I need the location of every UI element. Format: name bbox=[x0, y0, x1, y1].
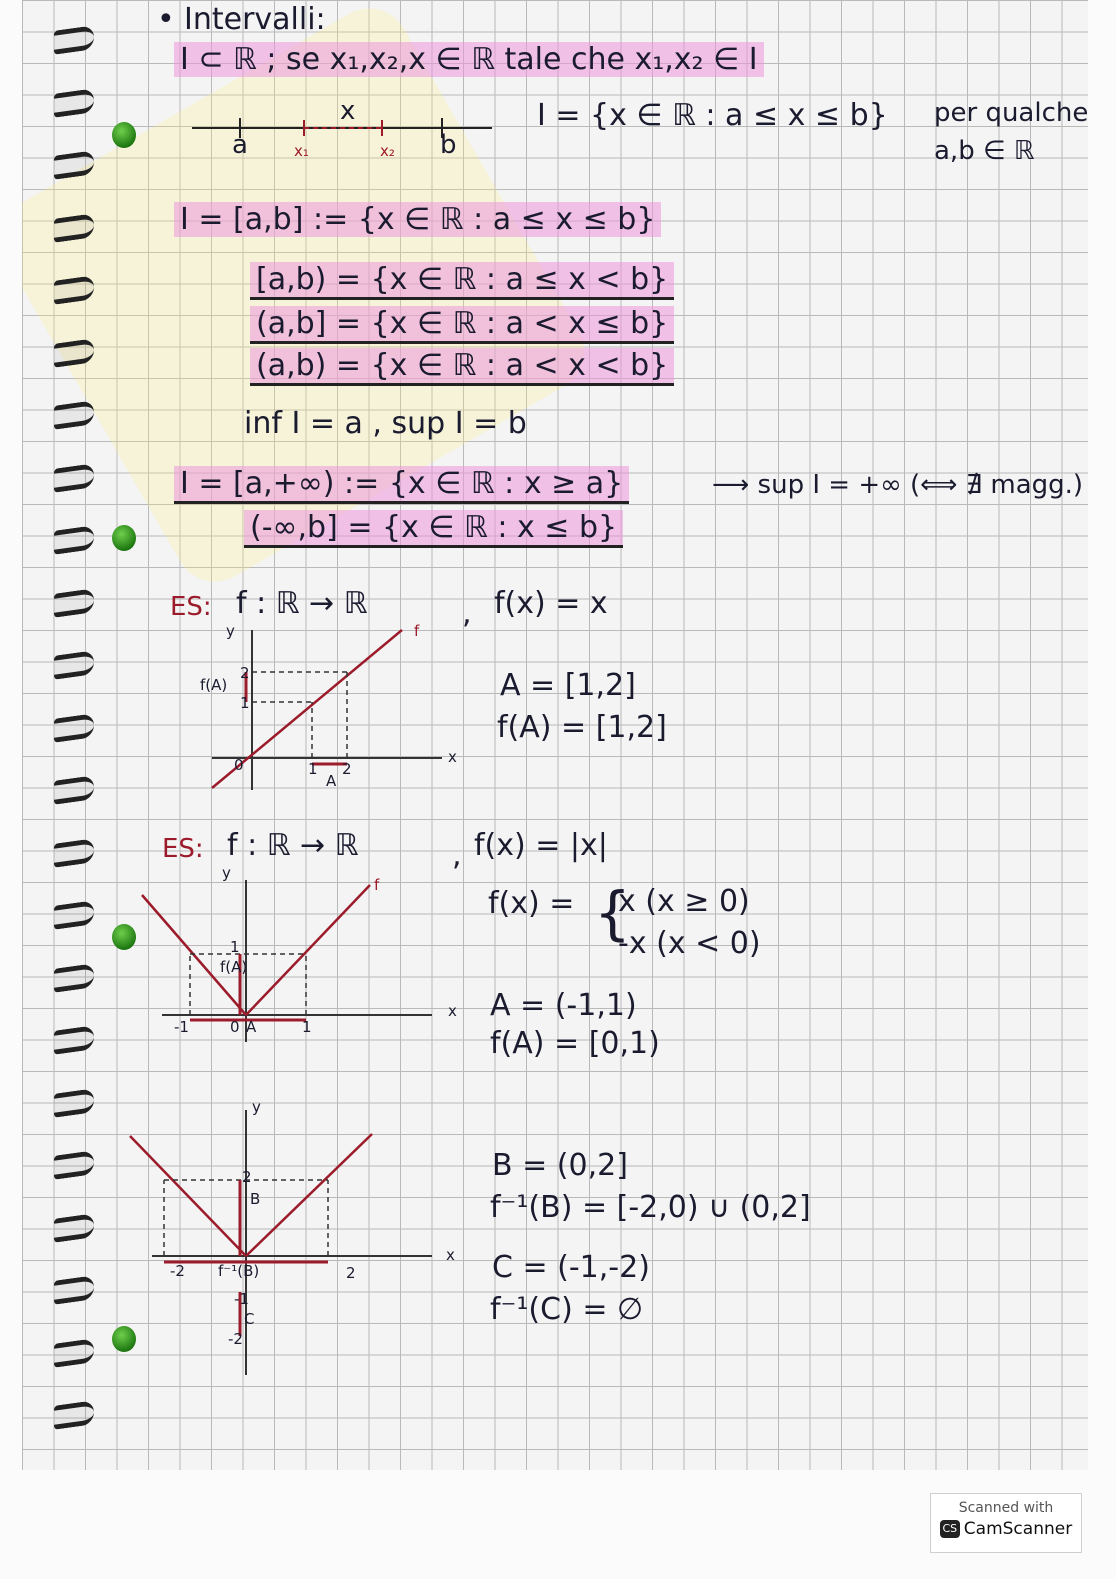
badge-brand: CamScanner bbox=[963, 1519, 1073, 1539]
example3-two-label: 2 bbox=[242, 1168, 252, 1186]
spiral-ring bbox=[54, 1088, 94, 1118]
example1-comma: , bbox=[462, 596, 472, 631]
example2-comma: , bbox=[452, 838, 462, 873]
example1-set-a: A = [1,2] bbox=[500, 668, 636, 703]
example2-x-label: x bbox=[448, 1002, 457, 1020]
interval-set-definition: I = {x ∈ ℝ : a ≤ x ≤ b} bbox=[537, 98, 888, 133]
example3-C-label: C bbox=[244, 1310, 255, 1328]
spiral-ring bbox=[54, 88, 94, 118]
example1-fa-label: f(A) bbox=[200, 676, 228, 694]
example2-label: ES: bbox=[162, 834, 204, 864]
example1-y-label: y bbox=[226, 622, 235, 640]
spiral-ring bbox=[54, 213, 94, 243]
spiral-ring bbox=[54, 400, 94, 430]
example3-preimage-label: f⁻¹(B) bbox=[218, 1262, 260, 1280]
spiral-binding bbox=[40, 0, 90, 1470]
example1-rule: f(x) = x bbox=[494, 586, 608, 621]
example3-preimage-c: f⁻¹(C) = ∅ bbox=[490, 1292, 644, 1327]
spiral-ring bbox=[54, 588, 94, 618]
example3-graph bbox=[122, 1100, 452, 1380]
axis-label-b: b bbox=[440, 130, 457, 160]
sup-infinity-note: ⟶ sup I = +∞ (⟺ ∄ magg.) bbox=[712, 470, 1084, 500]
example3-y-label: y bbox=[252, 1098, 261, 1116]
axis-label-x: x bbox=[340, 96, 356, 126]
spiral-ring bbox=[54, 900, 94, 930]
spiral-ring bbox=[54, 713, 94, 743]
example2-map: f : ℝ → ℝ bbox=[227, 828, 359, 863]
example3-B-label: B bbox=[250, 1190, 261, 1208]
binder-hole-dot bbox=[112, 122, 136, 148]
example1-y2-label: 2 bbox=[240, 664, 250, 682]
unbounded-left-interval: (-∞,b] = {x ∈ ℝ : x ≤ b} bbox=[244, 510, 623, 548]
example2-rule: f(x) = |x| bbox=[474, 828, 608, 863]
example3-minus1-label: -1 bbox=[234, 1290, 249, 1308]
example2-y-label: y bbox=[222, 864, 231, 882]
spiral-ring bbox=[54, 650, 94, 680]
example1-image: f(A) = [1,2] bbox=[497, 710, 667, 745]
open-interval: (a,b) = {x ∈ ℝ : a < x < b} bbox=[250, 348, 674, 386]
heading-bullet: • bbox=[157, 2, 175, 37]
example1-y1-label: 1 bbox=[240, 694, 250, 712]
example2-f-label: f bbox=[374, 876, 380, 894]
heading-title: Intervalli: bbox=[184, 2, 326, 37]
example2-minus1-label: -1 bbox=[174, 1018, 189, 1036]
spiral-ring bbox=[54, 1213, 94, 1243]
spiral-ring bbox=[54, 1400, 94, 1430]
spiral-ring bbox=[54, 1275, 94, 1305]
example2-plus1-label: 1 bbox=[302, 1018, 312, 1036]
example3-x-label: x bbox=[446, 1246, 455, 1264]
example1-f-label: f bbox=[414, 622, 420, 640]
definition-note-1: per qualche bbox=[934, 98, 1088, 128]
spiral-ring bbox=[54, 25, 94, 55]
example2-piece-brace: { bbox=[594, 879, 631, 947]
half-open-left-interval: (a,b] = {x ∈ ℝ : a < x ≤ b} bbox=[250, 306, 674, 344]
spiral-ring bbox=[54, 338, 94, 368]
badge-line-2 bbox=[931, 1519, 1081, 1539]
unbounded-right-interval: I = [a,+∞) := {x ∈ ℝ : x ≥ a} bbox=[174, 466, 629, 504]
example1-tick-2: 2 bbox=[342, 760, 352, 778]
spiral-ring bbox=[54, 963, 94, 993]
spiral-ring bbox=[54, 525, 94, 555]
spiral-ring bbox=[54, 775, 94, 805]
example1-x-label: x bbox=[448, 748, 457, 766]
example3-set-c: C = (-1,-2) bbox=[492, 1250, 650, 1285]
example2-fa-label: f(A) bbox=[220, 958, 248, 976]
example2-A-label: A bbox=[246, 1018, 257, 1036]
camscanner-badge bbox=[930, 1493, 1082, 1553]
example3-minus2-label: -2 bbox=[170, 1262, 185, 1280]
example2-one-label: 1 bbox=[230, 938, 240, 956]
spiral-ring bbox=[54, 1150, 94, 1180]
half-open-right-interval: [a,b) = {x ∈ ℝ : a ≤ x < b} bbox=[250, 262, 674, 300]
spiral-ring bbox=[54, 838, 94, 868]
inf-sup: inf I = a , sup I = b bbox=[244, 406, 527, 441]
interval-definition: I ⊂ ℝ ; se x₁,x₂,x ∈ ℝ tale che x₁,x₂ ∈ I bbox=[174, 42, 764, 77]
example2-piece-lhs: f(x) = bbox=[488, 886, 575, 921]
closed-interval: I = [a,b] := {x ∈ ℝ : a ≤ x ≤ b} bbox=[174, 202, 661, 237]
binder-hole-dot bbox=[112, 924, 136, 950]
example1-tick-1: 1 bbox=[308, 760, 318, 778]
example1-A-label: A bbox=[326, 772, 337, 790]
example2-image: f(A) = [0,1) bbox=[490, 1026, 660, 1061]
example2-piece-negative: -x (x < 0) bbox=[618, 926, 761, 961]
definition-note-2: a,b ∈ ℝ bbox=[934, 136, 1035, 166]
spiral-ring bbox=[54, 463, 94, 493]
axis-label-x1: x₁ bbox=[294, 142, 309, 160]
example3-minus2b-label: -2 bbox=[228, 1330, 243, 1348]
example1-label: ES: bbox=[170, 592, 212, 622]
example2-set-a: A = (-1,1) bbox=[490, 988, 637, 1023]
axis-label-x2: x₂ bbox=[380, 142, 395, 160]
example1-map: f : ℝ → ℝ bbox=[236, 586, 368, 621]
example1-origin-label: 0 bbox=[234, 756, 244, 774]
spiral-ring bbox=[54, 1025, 94, 1055]
example3-preimage-b: f⁻¹(B) = [-2,0) ∪ (0,2] bbox=[490, 1190, 811, 1225]
spiral-ring bbox=[54, 1338, 94, 1368]
binder-hole-dot bbox=[112, 525, 136, 551]
notebook-page bbox=[22, 0, 1088, 1470]
example2-origin-label: 0 bbox=[230, 1018, 240, 1036]
spiral-ring bbox=[54, 150, 94, 180]
example2-piece-positive: x (x ≥ 0) bbox=[618, 884, 750, 919]
camscanner-logo-icon: CS bbox=[940, 1520, 960, 1538]
badge-line-1: Scanned with bbox=[958, 1500, 1054, 1516]
example3-plus2-label: 2 bbox=[346, 1264, 356, 1282]
spiral-ring bbox=[54, 275, 94, 305]
example3-set-b: B = (0,2] bbox=[492, 1148, 628, 1183]
axis-label-a: a bbox=[232, 130, 248, 160]
